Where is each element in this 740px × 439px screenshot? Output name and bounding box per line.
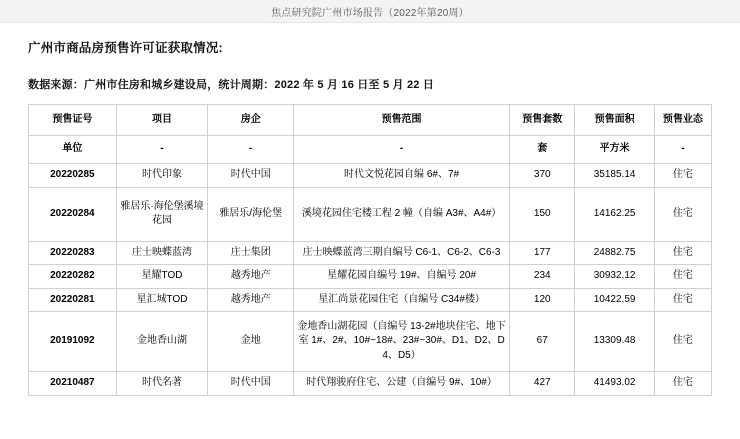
unit-developer: - [208,136,294,164]
unit-range: - [294,136,510,164]
table-row [29,372,712,396]
cell-count: 234 [510,265,575,289]
cell-count: 150 [510,187,575,241]
table-row [29,312,712,372]
cell-count: 370 [510,164,575,188]
cell-count: 427 [510,372,575,396]
page-title: 广州市商品房预售许可证获取情况: [28,41,223,55]
cell-area: 14162.25 [575,187,655,241]
table-row [29,288,712,312]
cell-developer: 时代中国 [208,164,294,188]
cell-type: 住宅 [654,372,711,396]
cell-range: 时代文悦花园自编 6#、7# [294,164,510,188]
unit-project: - [116,136,208,164]
cell-type: 住宅 [654,312,711,372]
document-body [0,38,740,396]
cell-range: 星汇尚景花园住宅（自编号 C34#楼） [294,288,510,312]
cell-area: 30932.12 [575,265,655,289]
data-source-note: 数据来源：广州市住房和城乡建设局，统计周期：2022 年 5 月 16 日至 5 月 22 日 [28,79,435,91]
unit-count: 套 [510,136,575,164]
cell-developer: 时代中国 [208,372,294,396]
table-head [29,105,712,164]
cell-count: 67 [510,312,575,372]
cell-project: 金地香山湖 [116,312,208,372]
table-row [29,241,712,265]
cell-type: 住宅 [654,288,711,312]
cell-developer: 金地 [208,312,294,372]
cell-range: 庄士映蝶蓝湾三期自编号 C6-1、C6-2、C6-3 [294,241,510,265]
cell-cert: 20220281 [29,288,117,312]
cell-range: 金地香山湖花园（自编号 13-2#地块住宅、地下室 1#、2#、10#~18#、23#~30#、D1、D2、D4、D5） [294,312,510,372]
cell-cert: 20220282 [29,265,117,289]
cell-type: 住宅 [654,187,711,241]
table-header-row [29,105,712,136]
cell-type: 住宅 [654,265,711,289]
table-row [29,265,712,289]
unit-area: 平方米 [575,136,655,164]
presale-permits-table [28,104,712,396]
column-header-range: 预售范围 [294,105,510,136]
cell-range: 星耀花园自编号 19#、自编号 20# [294,265,510,289]
cell-area: 41493.02 [575,372,655,396]
column-header-developer: 房企 [208,105,294,136]
cell-area: 35185.14 [575,164,655,188]
cell-project: 星耀TOD [116,265,208,289]
cell-developer: 越秀地产 [208,288,294,312]
column-header-area: 预售面积 [575,105,655,136]
table-row [29,187,712,241]
cell-cert: 20210487 [29,372,117,396]
window-header [0,0,740,23]
cell-cert: 20191092 [29,312,117,372]
unit-cert: 单位 [29,136,117,164]
column-header-type: 预售业态 [654,105,711,136]
column-header-count: 预售套数 [510,105,575,136]
cell-project: 庄士映蝶蓝湾 [116,241,208,265]
cell-cert: 20220284 [29,187,117,241]
cell-developer: 庄士集团 [208,241,294,265]
cell-area: 24882.75 [575,241,655,265]
cell-project: 时代印象 [116,164,208,188]
column-header-cert: 预售证号 [29,105,117,136]
cell-developer: 雅居乐/海伦堡 [208,187,294,241]
cell-count: 177 [510,241,575,265]
cell-count: 120 [510,288,575,312]
cell-area: 10422.59 [575,288,655,312]
column-header-project: 项目 [116,105,208,136]
cell-area: 13309.48 [575,312,655,372]
table-units-row [29,136,712,164]
cell-range: 时代翔骏府住宅、公建（自编号 9#、10#） [294,372,510,396]
cell-type: 住宅 [654,164,711,188]
header-title: 焦点研究院广州市场报告（2022年第20周） [271,7,469,19]
cell-project: 时代名著 [116,372,208,396]
cell-cert: 20220285 [29,164,117,188]
cell-range: 溪境花园住宅楼工程 2 幢（自编 A3#、A4#） [294,187,510,241]
cell-cert: 20220283 [29,241,117,265]
cell-developer: 越秀地产 [208,265,294,289]
unit-type: - [654,136,711,164]
cell-project: 雅居乐·海伦堡溪境花园 [116,187,208,241]
cell-project: 星汇城TOD [116,288,208,312]
cell-type: 住宅 [654,241,711,265]
table-row [29,164,712,188]
table-body [29,164,712,396]
